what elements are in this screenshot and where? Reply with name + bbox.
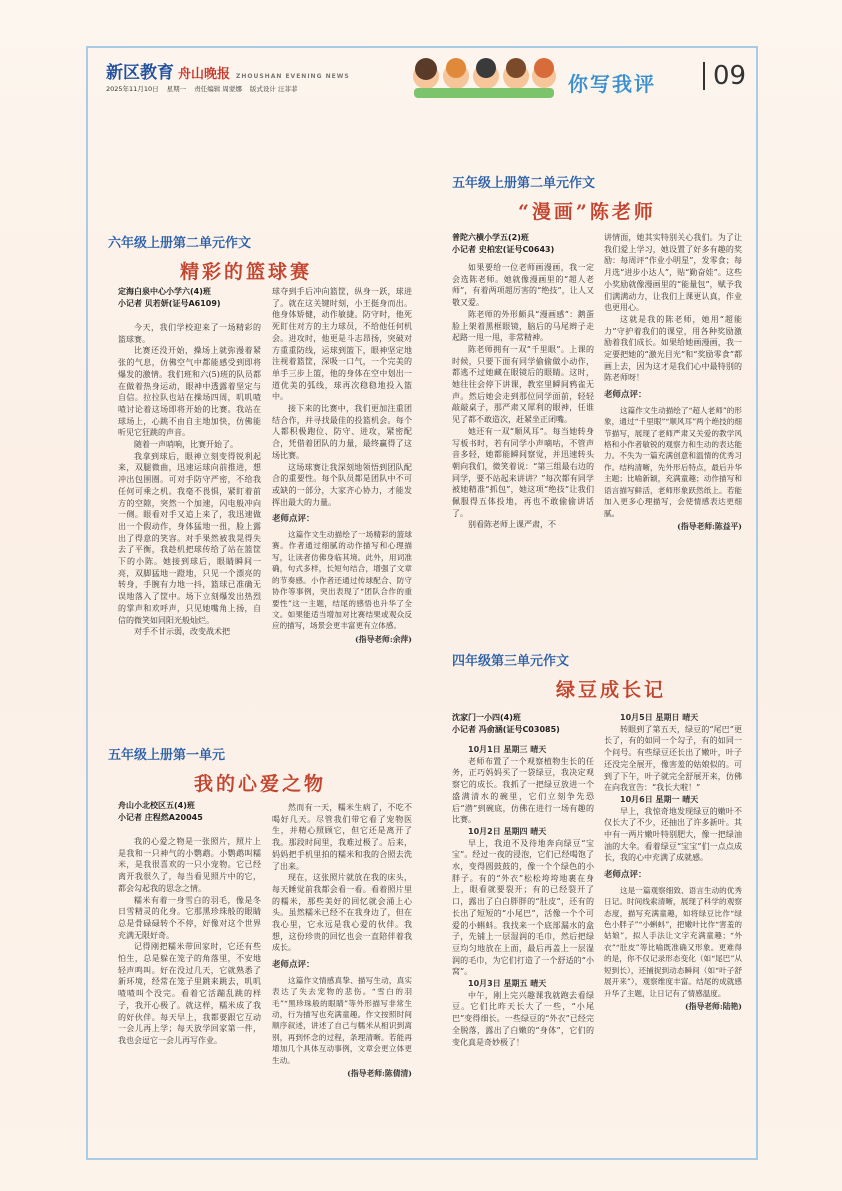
paragraph: 记得刚把糯米带回家时，它还有些怕生，总是躲在笼子的角落里，不安地轻声鸣叫。好在没过几天，它就熟悉了新环境，经常在笼子里跳来跳去，叽叽喳喳叫个没完。看着它活蹦乱跳的样子，我开心极了。就这样，糯米成了我的好伙伴。每天早上，我都要跟它互动一会儿再上学；每天放学回家第一件，我也会逗它一会儿再写作业。 (118, 942, 261, 1045)
author-reporter: 小记者 冯俞涵(证号C03085) (452, 725, 560, 734)
paragraph: 然而有一天，糯米生病了，不吃不喝好几天。尽管我们带它看了宠物医生，并精心照顾它，但它还是离开了我。那段时间里，我难过极了。后来，妈妈把手机里拍的糯米和我的合照去洗了出来。 (272, 803, 412, 871)
diary-column-1 (452, 744, 594, 1048)
paragraph: 对手不甘示弱，改变战术把 (134, 627, 230, 637)
author-school: 沈家门一小四(4)班 (452, 713, 521, 722)
page-header (106, 58, 746, 102)
issue-meta (106, 84, 303, 93)
paragraph: 陈老师的外形颇具“漫画感”：鹅蛋脸上架着黑框眼镜，脑后的马尾辫子走起路一甩一甩，非常精神。 (452, 309, 594, 343)
comment-text: 这是一篇观察细致、语言生动的优秀日记。时间线索清晰，展现了科学的观察态度，描写充满童趣，如将绿豆比作“绿色小胖子”“小蝌蚪”，把嫩叶比作“害羞的姑娘”，拟人手法让文字充满童趣；“外衣”“肚皮”等比喻既准确又形象。更难得的是，你不仅记录形态变化（如“尾巴”从短到长），还捕捉到动态瞬间（如“叶子舒展开来”），观察维度丰富。结尾的成就感升华了主题，让日记有了情感温度。 (604, 885, 742, 998)
paragraph: 糯米有着一身雪白的羽毛，像是冬日雪精灵的化身。它那黑珍珠般的眼睛总是骨碌碌转个不停，好像对这个世界充满无限好奇。 (118, 895, 261, 940)
article-kicker: 四年级第三单元作文 (452, 654, 570, 669)
article-byline (452, 232, 554, 256)
author-school: 定海白泉中心小学六(4)班 (118, 287, 211, 296)
paragraph: 转眼到了第五天，绿豆的“尾巴”更长了，有的如同一个勾子，有的如同一个问号。有些绿豆还长出了嫩叶，叶子还没完全展开，像害羞的姑娘似的。可到了下午，叶子就完全舒展开来，仿佛在向我宣告：“我长大啦！” (604, 724, 742, 793)
paragraph: 她还有一双“顺风耳”。每当她转身写板书时，若有同学小声嘀咕，不管声音多轻，她都能瞬间察觉，并迅速转头朝向我们，微笑着说：“第三组最右边的同学，要不站起来讲讲？”每次都有同学被她精准“抓包”，她这项“绝技”让我们佩服得五体投地，再也不敢偷偷讲话了。 (452, 426, 594, 518)
paragraph: 今天，我们学校迎来了一场精彩的篮球赛。 (118, 323, 261, 344)
author-reporter: 小记者 史柏宏(证号C0643) (452, 245, 555, 254)
article-pet (108, 744, 392, 796)
children-illustration-icon (404, 52, 564, 98)
paragraph: 这就是我的陈老师，她用“超能力”守护着我们的课堂，用各种奖励激励着我们成长。如果给她画漫画，我一定要把她的“激光目光”和“奖励零食”都画上去，因为这才是我们心中最特别的陈老师呀！ (604, 314, 742, 383)
diary-column-2 (604, 712, 742, 1013)
diary-date: 10月1日 星期三 晴天 (468, 745, 547, 754)
article-headline: 我的心爱之物 (194, 773, 327, 795)
article-kicker: 六年级上册第二单元作文 (108, 236, 252, 251)
teacher-signature: (指导老师:陈倩清) (347, 1069, 412, 1079)
paragraph: 陈老师拥有一双“千里眼”。上课的时候，只要下面有同学偷偷做小动作，都逃不过她藏在眼镜后的眼睛。这时，她往往会停下讲课，教室里瞬间鸦雀无声。然后她会走到那位同学面前，轻轻敲敲桌子，那严肃又犀利的眼神，任谁见了都不敢造次，赶紧坐正闭嘴。 (452, 344, 594, 425)
paragraph: 别看陈老师上课严肃，不 (468, 520, 556, 530)
article-kicker: 五年级上册第一单元 (108, 748, 226, 763)
paragraph: 比赛还没开始，操场上就弥漫着紧张的气息，仿佛空气中都能感受到即将爆发的激情。我们班和六(5)班的队员都在做着热身运动，眼神中透露着坚定与自信。拉拉队也站在操场四周，叽叽喳喳讨论着这场即将开始的比赛。我站在球场上，心跳不由自主地加快，仿佛能听见它狂跳的声音。 (118, 346, 261, 438)
paragraph: 如果要给一位老师画漫画，我一定会选陈老师。她就像漫画里的“超人老师”，有着两项超厉害的“绝技”，让人又敬又爱。 (452, 263, 594, 308)
article-teacher (452, 172, 742, 224)
diary-date: 10月6日 星期一 晴天 (620, 794, 699, 804)
article-column-1 (118, 836, 261, 1047)
diary-date: 10月5日 星期日 晴天 (620, 713, 699, 722)
article-mungbean (452, 650, 742, 702)
paragraph: 这场球赛让我深刻地领悟到团队配合的重要性。每个队员都是团队中不可或缺的一部分，大家齐心协力，才能发挥出最大的力量。 (272, 462, 412, 507)
paragraph: 早上，我迫不及待地奔向绿豆“宝宝”。经过一夜的浸泡，它们已经喝饱了水，变得圆鼓鼓的，像一个个绿色的小胖子。有的“外衣”松松垮垮地裹在身上，眼看就要裂开；有的已经裂开了口，露出了白白胖胖的“肚皮”，还有的长出了短短的“小尾巴”，活像一个个可爱的小蝌蚪。我找来一个底部漏水的盒子，先铺上一层湿润的毛巾，然后把绿豆均匀地放在上面，最后再盖上一层湿润的毛巾，为它们打造了一个舒适的“小窝”。 (452, 838, 594, 977)
author-school: 普陀六横小学五(2)班 (452, 233, 529, 242)
brand-subtitle: 舟山晚报 (178, 67, 231, 82)
teacher-comment (272, 529, 412, 632)
comment-heading: 老师点评： (604, 870, 647, 881)
teacher-signature: (指导老师:陈益平) (677, 521, 742, 531)
article-column-2 (272, 286, 412, 645)
author-reporter: 小记者 贝若妍(证号A6109) (118, 299, 221, 308)
comment-text: 这篇作文生动描绘了“超人老师”的形象，通过“千里眼”“顺风耳”两个绝技的细节描写，展现了老师严肃又关爱的教学风格和小作者敏锐的观察力和生动的表达能力。不失为一篇充满创意和温情的优秀习作。结构清晰，先外形后特点，最后升华主题；比喻新颖，充满童趣；动作描写和语言描写鲜活，老师形象跃然纸上。若能加入更多心理描写，会使情感表达更细腻。 (604, 405, 742, 518)
author-reporter: 小记者 庄程然A20045 (118, 813, 203, 822)
teacher-signature: (指导老师:陆艳) (684, 1001, 742, 1011)
brand-english: ZHOUSHAN EVENING NEWS (236, 73, 350, 80)
masthead (106, 58, 350, 83)
page-number: 09 (703, 62, 746, 90)
article-column-2 (272, 802, 412, 1080)
paragraph: 老师布置了一个观察植物生长的任务，正巧妈妈买了一袋绿豆，我决定观察它的成长。我抓了一把绿豆放进一个盛满清水的碗里，它们立刻争先恐后“潜”到碗底，仿佛在进行一场有趣的比赛。 (452, 756, 594, 825)
article-kicker: 五年级上册第二单元作文 (452, 176, 596, 191)
issue-date: 2025年11月10日 (106, 85, 159, 93)
teacher-comment (272, 975, 412, 1066)
comment-heading: 老师点评： (272, 960, 315, 971)
paragraph: 我的心爱之物是一张照片，照片上是我和一只神气的小鹦鹉。小鹦鹉叫糯米，是我很喜欢的一只小宠物。它已经离开我很久了，每当看见照片中的它，都会勾起我的思念之情。 (118, 837, 261, 893)
paragraph: 接下来的比赛中，我们更加注重团结合作，并寻找最佳的投篮机会。每个人都积极跑位、防守、进攻，紧密配合，凭借着团队的力量，最终赢得了这场比赛。 (272, 404, 412, 460)
diary-date: 10月2日 星期四 晴天 (468, 826, 547, 836)
comment-text: 这篇作文情感真挚、描写生动，真实表达了失去宠物的悲伤。“雪白的羽毛”“黑珍珠般的眼睛”等外形描写非常生动，行为描写也充满童趣。作文按照时间顺序叙述，讲述了自己与糯米从相识到离别，再到怀念的过程，条理清晰。若能再增加几个具体互动事例，文章会更立体更生动。 (272, 975, 412, 1065)
article-byline (118, 800, 203, 824)
designer-credit: 版式设计 汪菲菲 (249, 85, 298, 93)
brand-title: 新区教育 (106, 63, 174, 83)
article-column-1 (118, 322, 261, 638)
paragraph: 现在，这张照片就放在我的床头，每天睡觉前我都会看一看。看着照片里的糯米，那些美好的回忆就会涌上心头。虽然糯米已经不在我身边了，但在我心里，它永远是我心爱的伙伴。我想，这份珍贵的回忆也会一直陪伴着我成长。 (272, 873, 412, 953)
article-byline (118, 286, 221, 310)
article-headline: 绿豆成长记 (556, 679, 667, 701)
paragraph: 随着一声哨响，比赛开始了。 (134, 440, 238, 450)
article-byline (452, 712, 560, 736)
paragraph: 讲情面，她其实特别关心我们。为了让我们爱上学习，她设置了好多有趣的奖励：每周评“作业小明星”，发零食；每月选“进步小达人”，贴“勤奋娃”。这些小奖励就像漫画里的“能量包”，赋予我们满满动力，让我们上课更认真，作业也更用心。 (604, 233, 742, 313)
article-headline: 精彩的篮球赛 (180, 261, 313, 283)
paragraph: 我拿到球后，眼神立刻变得锐利起来，双腿微曲，迅速运球向前推进，想冲出包围圈。可对手防守严密，不给我任何可乘之机。我毫不畏惧，紧盯着前方的空隙，突然一个加速，闪电般冲向一侧。眼看对手又追上来了，我迅速做出一个假动作，身体猛地一扭，脸上露出了得意的笑容。对手果然被我晃得失去了平衡，我趁机把球传给了站在篮筐下的小陈。她接到球后，眼睛瞬间一亮，双脚猛地一蹬地，只见一个漂亮的转身，手腕有力地一抖，篮球已准确无误地落入了筐中。场下立刻爆发出热烈的掌声和欢呼声，只见她嘴角上扬，自信的微笑如同阳光般灿烂。 (118, 451, 261, 625)
paragraph: 球夺到手后冲向篮筐，纵身一跃，球进了。就在这关键时刻，小王挺身而出。他身体矫健，动作敏捷。防守时，他死死盯住对方的主力球员，不给他任何机会。进攻时，他更是斗志昂扬，突破对方重重防线，运球到篮下，眼神坚定地注视着篮筐，深吸一口气，一个完美的单手三步上篮，他的身体在空中划出一道优美的弧线，球再次稳稳地投入篮中。 (272, 287, 412, 402)
teacher-signature: (指导老师:余萍) (354, 634, 412, 644)
article-headline: “漫画”陈老师 (518, 201, 656, 223)
comment-text: 这篇作文生动描绘了一场精彩的篮球赛。作者通过细腻的动作描写和心理描写，让读者仿佛身临其境。此外，用词准确，句式多样，长短句结合，增强了文章的节奏感。小作者还通过传球配合、防守协作等事例，突出表现了“团队合作的重要性”这一主题，结尾的感悟也升华了全文。如果能适当增加对比赛结果或观众反应的描写，场景会更丰富更有立体感。 (272, 530, 412, 631)
article-basketball (108, 232, 392, 284)
teacher-comment (604, 885, 742, 999)
diary-date: 10月3日 星期五 晴天 (468, 979, 547, 989)
editor-credit: 责任编辑 周蒙娜 (194, 85, 242, 93)
teacher-comment (604, 405, 742, 519)
paragraph: 中午，刚上完兴趣课我就跑去看绿豆。它们比昨天长大了一些，“小尾巴”变得细长。一些绿豆的“外衣”已经完全脱落，露出了白嫩的“身体”，它们的变化真是奇妙极了！ (452, 990, 594, 1047)
section-title: 你写我评 (568, 72, 656, 96)
article-column-1 (452, 262, 594, 531)
issue-weekday: 星期一 (166, 85, 187, 93)
author-school: 舟山小北校区五(4)班 (118, 801, 195, 810)
article-column-2 (604, 232, 742, 533)
paragraph: 早上，我惊奇地发现绿豆的嫩叶不仅长大了不少，还抽出了许多新叶。其中有一两片嫩叶特别肥大，像一把绿油油的大伞。看着绿豆“宝宝”们一点点成长，我的心中充满了成就感。 (604, 806, 742, 863)
comment-heading: 老师点评： (604, 390, 647, 401)
comment-heading: 老师点评： (272, 514, 315, 525)
